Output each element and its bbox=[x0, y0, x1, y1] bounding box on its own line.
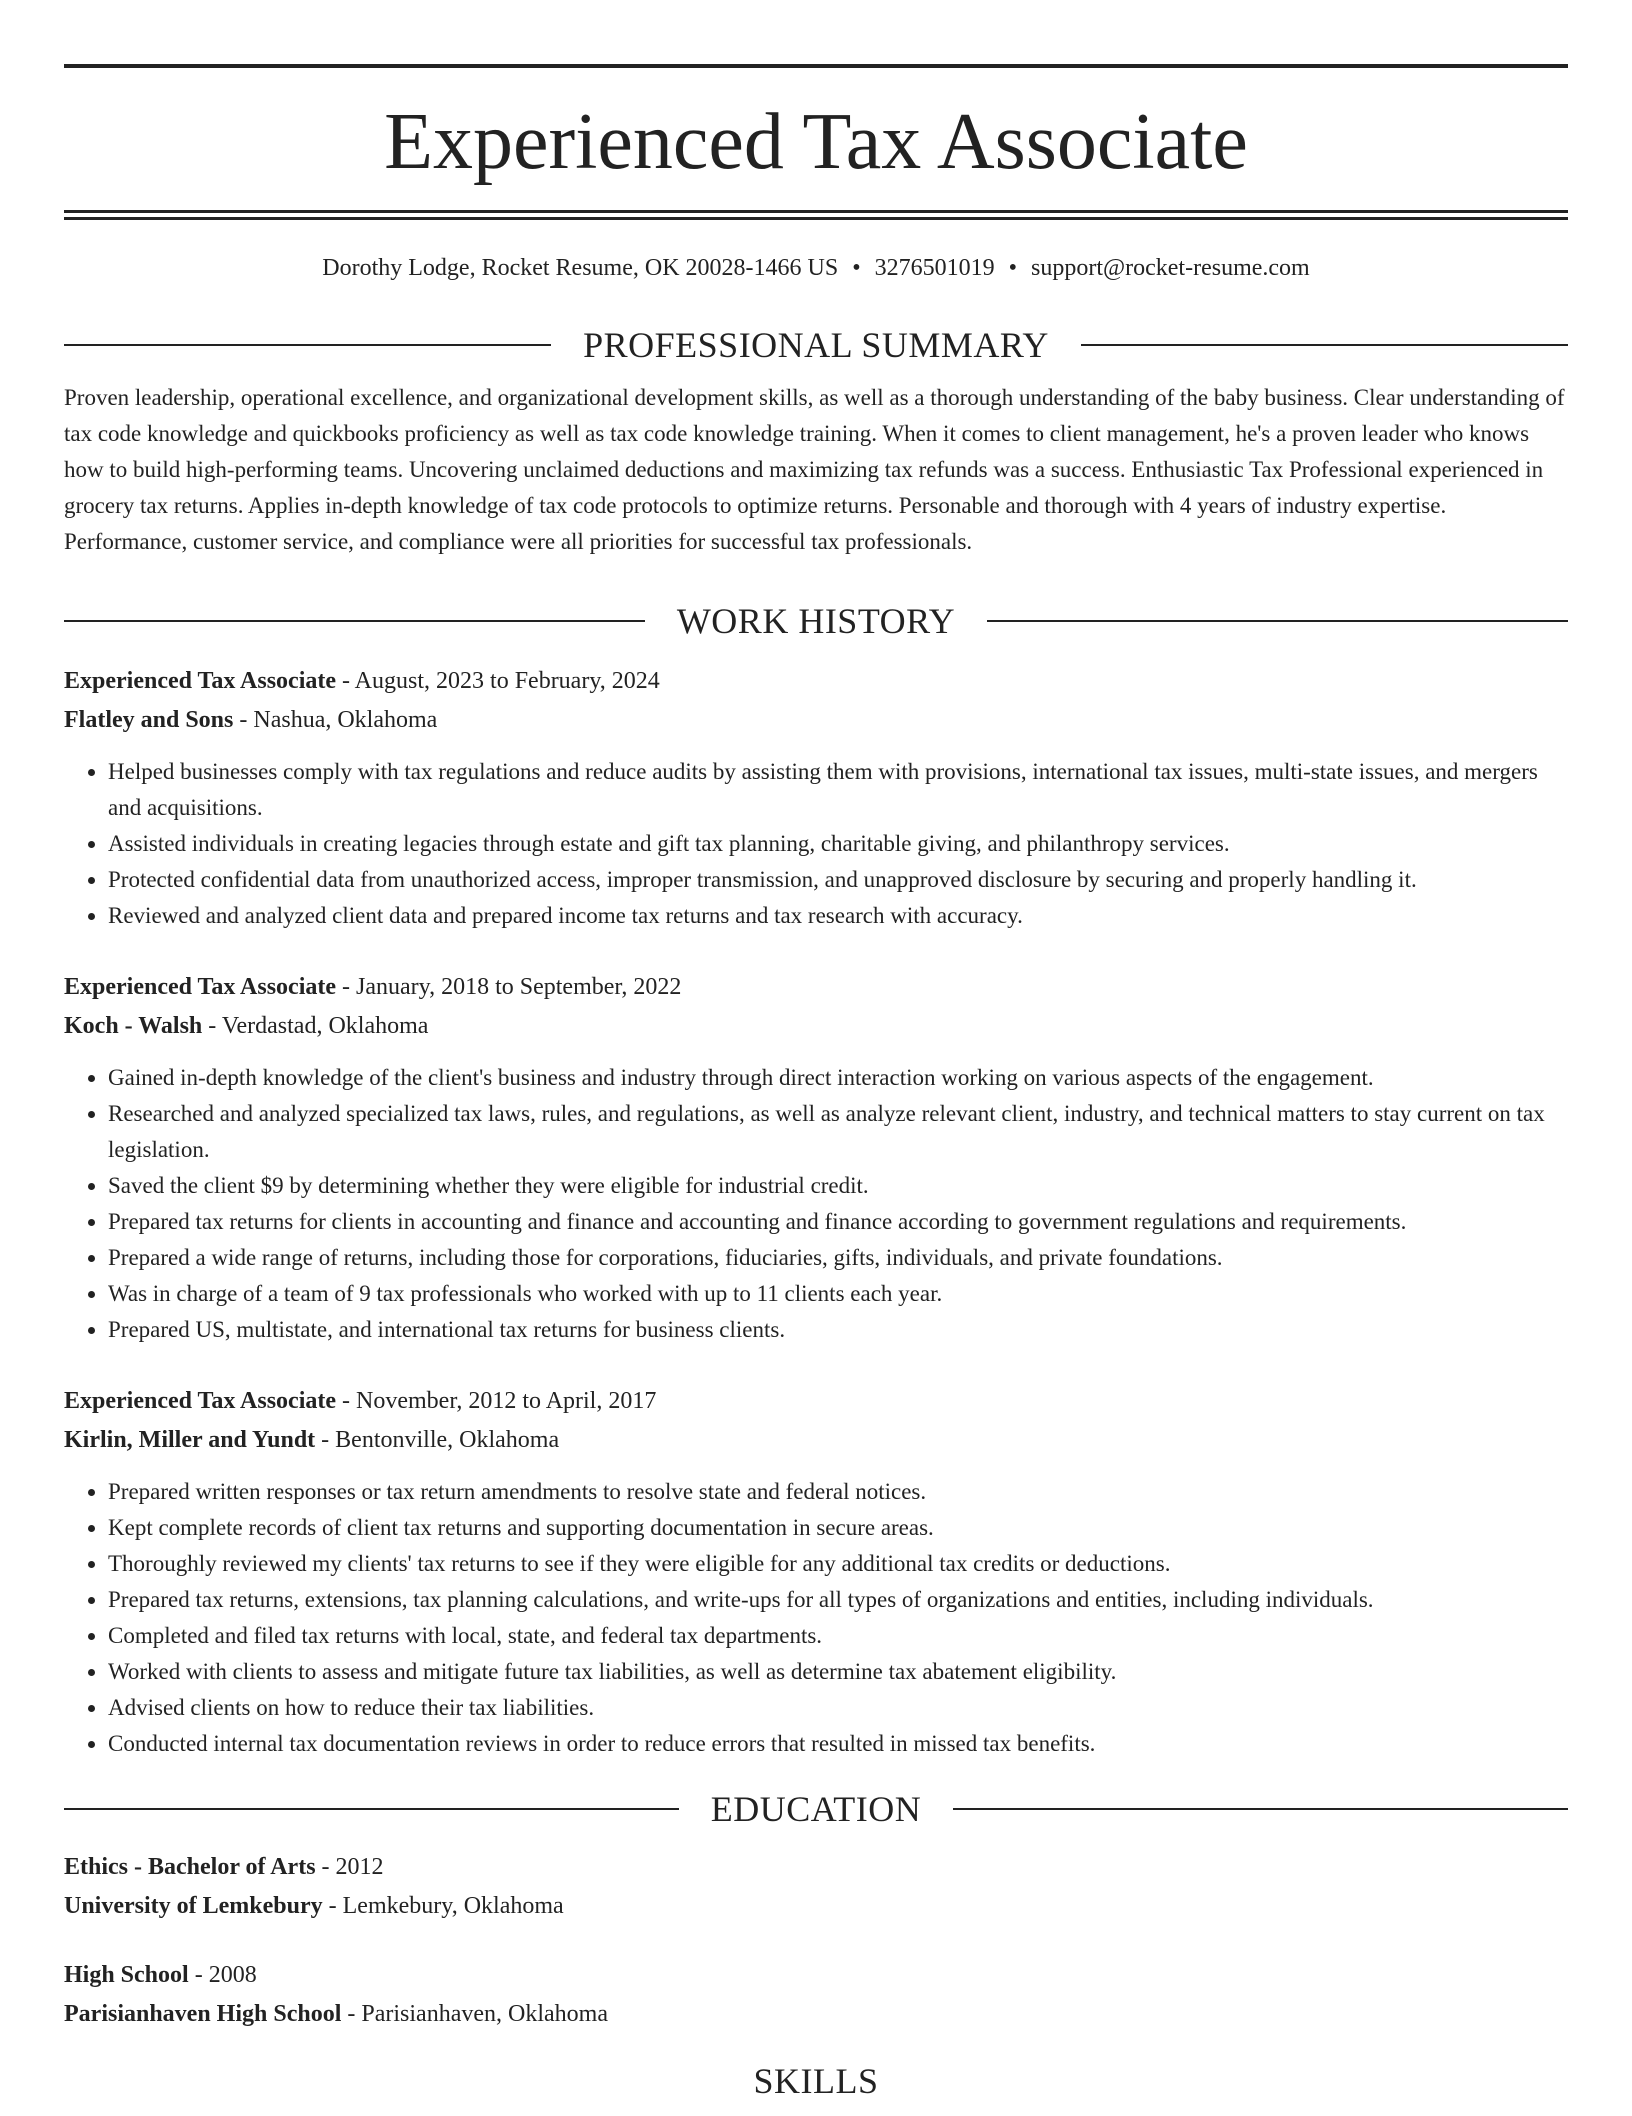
contact-email: support@rocket-resume.com bbox=[1031, 255, 1310, 281]
skills-section-header bbox=[64, 2060, 1568, 2102]
job-bullet: • Helped businesses comply with tax regulations and reduce audits by assisting them with provisions, international tax issues, multi-state issues, and mergers and acquisitions. bbox=[108, 754, 1568, 826]
summary-text: Proven leadership, operational excellence, and organizational development skills, as well as a thorough understanding of the baby business. Clear understanding of tax code knowledge and quickbooks proficiency as well as tax code knowledge training. When it comes to client management, he's a proven leader who knows how to build high-performing teams. Uncovering unclaimed deductions and maximizing tax refunds was a success. Enthusiastic Tax Professional experienced in grocery tax returns. Applies in-depth knowledge of tax code protocols to optimize returns. Personable and thorough with 4 years of industry expertise. Performance, customer service, and compliance were all priorities for successful tax professionals. bbox=[64, 385, 1565, 554]
job-bullet: • Advised clients on how to reduce their tax liabilities. bbox=[108, 1690, 1568, 1726]
job-company-line bbox=[64, 701, 1568, 740]
section-divider bbox=[953, 1808, 1568, 1810]
job-bullet: • Completed and filed tax returns with local, state, and federal tax departments. bbox=[108, 1618, 1568, 1654]
job-title: Experienced Tax Associate bbox=[64, 1388, 337, 1414]
top-rule bbox=[64, 64, 1568, 68]
job-bullet: • Conducted internal tax documentation reviews in order to reduce errors that resulted in missed tax benefits. bbox=[108, 1726, 1568, 1762]
job-bullets bbox=[64, 754, 1568, 934]
job-title: Experienced Tax Associate bbox=[64, 974, 337, 1000]
job-bullet: • Researched and analyzed specialized tax laws, rules, and regulations, as well as analyze relevant client, industry, and technical matters to stay current on tax legislation. bbox=[108, 1096, 1568, 1168]
work-section-header bbox=[64, 600, 1568, 642]
job-bullet: • Gained in-depth knowledge of the client's business and industry through direct interaction working on various aspects of the engagement. bbox=[108, 1060, 1568, 1096]
job-bullet: • Thoroughly reviewed my clients' tax returns to see if they were eligible for any additional tax credits or deductions. bbox=[108, 1546, 1568, 1582]
job-company-line bbox=[64, 1007, 1568, 1046]
section-divider bbox=[987, 620, 1568, 622]
job-company: Kirlin, Miller and Yundt bbox=[64, 1427, 316, 1453]
summary-heading: PROFESSIONAL SUMMARY bbox=[583, 325, 1049, 365]
contact-phone: 3276501019 bbox=[874, 255, 995, 281]
education-location: - Lemkebury, Oklahoma bbox=[322, 1893, 564, 1919]
education-year: - 2012 bbox=[315, 1854, 384, 1880]
page-title: Experienced Tax Associate bbox=[384, 98, 1248, 186]
job-bullet: • Prepared US, multistate, and international tax returns for business clients. bbox=[108, 1312, 1568, 1348]
job-location: - Bentonville, Oklahoma bbox=[315, 1427, 560, 1453]
job-bullet: • Protected confidential data from unauthorized access, improper transmission, and unapproved disclosure by securing and properly handling it. bbox=[108, 862, 1568, 898]
education-degree: High School bbox=[64, 1962, 189, 1988]
job-location: - Verdastad, Oklahoma bbox=[202, 1013, 429, 1039]
job-title-line bbox=[64, 968, 1568, 1007]
job-bullets bbox=[64, 1474, 1568, 1762]
job-bullet: • Prepared tax returns, extensions, tax planning calculations, and write-ups for all types of organizations and entities, including individuals. bbox=[108, 1582, 1568, 1618]
work-heading: WORK HISTORY bbox=[676, 601, 956, 641]
education-entry bbox=[64, 1956, 1568, 2034]
job-company: Koch - Walsh bbox=[64, 1013, 203, 1039]
job-bullet: • Prepared written responses or tax return amendments to resolve state and federal notices. bbox=[108, 1474, 1568, 1510]
education-section-header bbox=[64, 1788, 1568, 1830]
education-school: Parisianhaven High School bbox=[64, 2001, 342, 2027]
job-title-line bbox=[64, 662, 1568, 701]
education-year: - 2008 bbox=[188, 1962, 257, 1988]
contact-separator: • bbox=[852, 255, 861, 281]
contact-address: Dorothy Lodge, Rocket Resume, OK 20028-1466 US bbox=[322, 255, 839, 281]
education-school-line bbox=[64, 1887, 1568, 1926]
education-entry bbox=[64, 1848, 1568, 1926]
title-double-rule bbox=[64, 210, 1568, 220]
job-location: - Nashua, Oklahoma bbox=[233, 707, 438, 733]
education-heading: EDUCATION bbox=[710, 1789, 922, 1829]
resume-page bbox=[64, 64, 1568, 2116]
job-company: Flatley and Sons bbox=[64, 707, 234, 733]
skills-heading: SKILLS bbox=[753, 2061, 879, 2101]
job-dates: - August, 2023 to February, 2024 bbox=[336, 668, 660, 694]
job-company-line bbox=[64, 1421, 1568, 1460]
job-entry bbox=[64, 1382, 1568, 1762]
job-title: Experienced Tax Associate bbox=[64, 668, 337, 694]
job-title-line bbox=[64, 1382, 1568, 1421]
summary-section-header bbox=[64, 324, 1568, 366]
job-bullet: • Prepared a wide range of returns, including those for corporations, fiduciaries, gifts, individuals, and private foundations. bbox=[108, 1240, 1568, 1276]
job-dates: - January, 2018 to September, 2022 bbox=[336, 974, 682, 1000]
job-bullet: • Reviewed and analyzed client data and prepared income tax returns and tax research with accuracy. bbox=[108, 898, 1568, 934]
education-degree: Ethics - Bachelor of Arts bbox=[64, 1854, 316, 1880]
section-divider bbox=[64, 1808, 679, 1810]
job-dates: - November, 2012 to April, 2017 bbox=[336, 1388, 657, 1414]
job-bullets bbox=[64, 1060, 1568, 1348]
section-divider bbox=[64, 620, 645, 622]
education-degree-line bbox=[64, 1848, 1568, 1887]
job-bullet: • Assisted individuals in creating legacies through estate and gift tax planning, charitable giving, and philanthropy services. bbox=[108, 826, 1568, 862]
job-bullet: • Saved the client $9 by determining whether they were eligible for industrial credit. bbox=[108, 1168, 1568, 1204]
education-degree-line bbox=[64, 1956, 1568, 1995]
job-bullet: • Was in charge of a team of 9 tax professionals who worked with up to 11 clients each year. bbox=[108, 1276, 1568, 1312]
contact-separator: • bbox=[1008, 255, 1018, 281]
contact-line bbox=[64, 252, 1568, 284]
job-bullet: • Prepared tax returns for clients in accounting and finance and accounting and finance according to government regulations and requirements. bbox=[108, 1204, 1568, 1240]
job-entry bbox=[64, 662, 1568, 934]
education-location: - Parisianhaven, Oklahoma bbox=[341, 2001, 608, 2027]
job-bullet: • Kept complete records of client tax returns and supporting documentation in secure areas. bbox=[108, 1510, 1568, 1546]
job-entry bbox=[64, 968, 1568, 1348]
job-bullet: • Worked with clients to assess and mitigate future tax liabilities, as well as determine tax abatement eligibility. bbox=[108, 1654, 1568, 1690]
education-school: University of Lemkebury bbox=[64, 1893, 323, 1919]
section-divider bbox=[1081, 344, 1568, 346]
section-divider bbox=[64, 344, 551, 346]
education-school-line bbox=[64, 1995, 1568, 2034]
